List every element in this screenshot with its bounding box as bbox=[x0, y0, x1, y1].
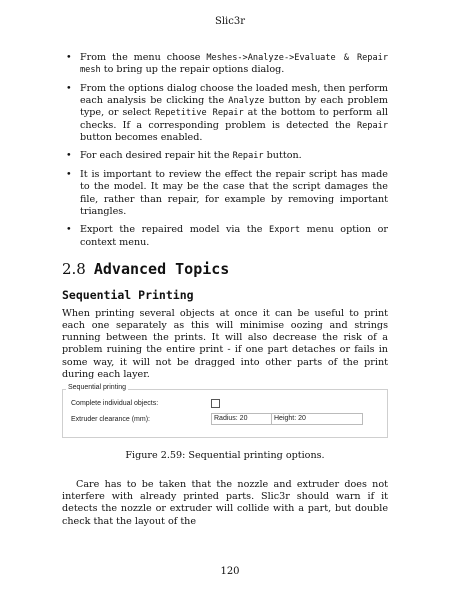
list-item-text: button by each problem type, or select bbox=[80, 95, 388, 119]
group-legend: Sequential printing bbox=[68, 384, 126, 392]
section-heading bbox=[62, 260, 388, 278]
figure-caption: Figure 2.59: Sequential printing options. bbox=[125, 450, 325, 462]
list-item bbox=[62, 224, 388, 248]
paragraph: When printing several objects at once it can be useful to print each one separately as this will minimise oozing and strings running between the prints. It will also decrease the risk of a problem ruining the entire print - if one part detaches or fails in some way, it will not be dragged into other parts of the print during each layer. bbox=[62, 307, 388, 380]
list-item bbox=[62, 83, 388, 144]
list-item-text: button. bbox=[263, 150, 302, 162]
list-item-text: It is important to review the effect the repair script has made to the model. It may be the case that the script damages the file, rather than repair, for example by removing important triangles. bbox=[80, 169, 388, 217]
subsection-heading: Sequential Printing bbox=[62, 287, 194, 302]
list-item-text: For each desired repair hit the bbox=[80, 150, 233, 162]
bullet-icon: • bbox=[66, 224, 72, 236]
export-code: Export bbox=[269, 225, 301, 236]
list-item-text: From the options dialog choose the loaded mesh, then perform each analysis be clicking the bbox=[80, 82, 388, 107]
height-field: Height: 20 bbox=[271, 413, 363, 425]
radius-field: Radius: 20 bbox=[211, 413, 307, 425]
bullet-list bbox=[62, 52, 388, 249]
complete-objects-label: Complete individual objects: bbox=[71, 400, 159, 408]
repair-code: Repair bbox=[356, 120, 388, 131]
list-item bbox=[62, 169, 388, 218]
list-item-text: to bring up the repair options dialog. bbox=[100, 64, 285, 76]
analyze-code: Analyze bbox=[228, 96, 265, 107]
section-number: 2.8 bbox=[62, 259, 86, 278]
extruder-clearance-label: Extruder clearance (mm): bbox=[71, 416, 150, 424]
sequential-printing-figure bbox=[62, 384, 388, 438]
page-number: 120 bbox=[220, 566, 240, 577]
list-item-text: button becomes enabled. bbox=[80, 131, 203, 143]
page-content bbox=[62, 52, 388, 528]
list-item-text: From the menu choose bbox=[80, 52, 207, 63]
running-head: Slic3r bbox=[215, 16, 245, 27]
list-item bbox=[62, 150, 388, 162]
menu-path-code: Meshes->Analyze->Evaluate & Repair mesh bbox=[80, 53, 388, 76]
repair-code: Repair bbox=[232, 151, 264, 162]
bullet-icon: • bbox=[66, 52, 72, 63]
list-item-text: menu option or context menu. bbox=[80, 224, 388, 248]
list-item-text: Export the repaired model via the bbox=[80, 224, 270, 236]
list-item-text: at the bottom to perform all checks. If a corresponding problem is detected the bbox=[80, 107, 388, 131]
complete-objects-checkbox bbox=[211, 399, 220, 408]
repetitive-repair-code: Repetitive Repair bbox=[154, 108, 244, 119]
bullet-icon: • bbox=[66, 150, 72, 162]
bullet-icon: • bbox=[66, 82, 72, 94]
list-item bbox=[62, 52, 388, 76]
paragraph: Care has to be taken that the nozzle and extruder does not interfere with already printed parts. Slic3r should warn if it detects the nozzle or extruder will collide with a part, but double check that the layout of the bbox=[62, 479, 388, 527]
section-title: Advanced Topics bbox=[93, 259, 230, 278]
bullet-icon: • bbox=[66, 169, 72, 181]
